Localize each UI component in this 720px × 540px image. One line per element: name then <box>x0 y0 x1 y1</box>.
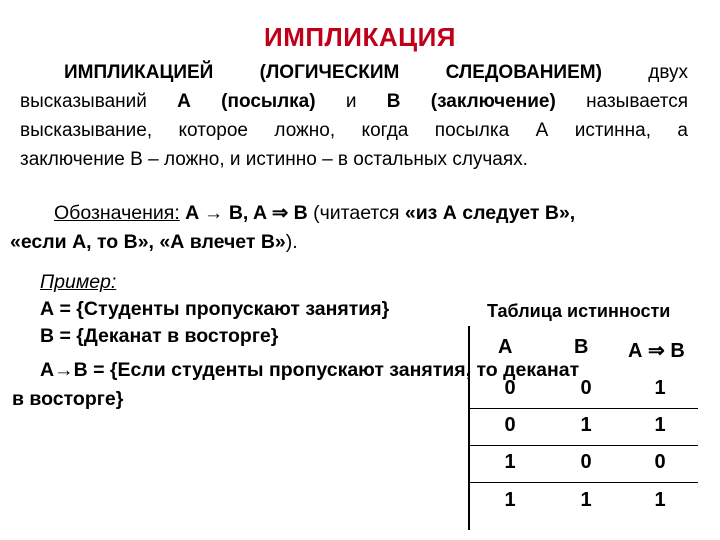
page-title: ИМПЛИКАЦИЯ <box>264 22 456 52</box>
notation-text: ). <box>285 231 298 253</box>
example-label <box>40 269 116 295</box>
table-row-divider <box>469 445 698 446</box>
table-cell: 0 <box>504 414 516 436</box>
example-implication: А→В = {Если студенты пропускают занятия, то деканат <box>40 359 580 381</box>
table-header-b: В <box>574 336 589 358</box>
notation-line-2 <box>10 228 298 257</box>
table-cell: 0 <box>654 451 666 473</box>
example-label-text: Пример: <box>40 271 117 293</box>
notation-expression: A → B, A ⇒ B <box>185 202 308 224</box>
definition-text: двух <box>648 62 689 83</box>
definition-text: высказываний <box>20 91 147 112</box>
example-b: В = {Деканат в восторге} <box>40 325 279 347</box>
definition-line-1 <box>20 58 688 87</box>
definition-term: А (посылка) <box>177 91 316 112</box>
table-header-implication: А ⇒ В <box>628 340 685 362</box>
example-implication-cont: в восторге} <box>12 388 124 410</box>
table-cell: 0 <box>580 451 592 473</box>
truth-table-title: Таблица истинности <box>487 301 671 321</box>
definition-line-3: высказывание, которое ложно, когда посылка А истинна, а <box>20 120 688 141</box>
table-header-a: А <box>498 336 513 358</box>
example-a: А = {Студенты пропускают занятия} <box>40 298 390 320</box>
definition-line-4: заключение В – ложно, и истинно – в остальных случаях. <box>20 149 528 170</box>
definition-line-2 <box>20 87 688 116</box>
definition-text: и <box>345 91 357 112</box>
table-cell: 1 <box>580 489 592 511</box>
table-cell: 0 <box>504 377 516 399</box>
definition-term: В (заключение) <box>386 91 556 112</box>
notation-label: Обозначения: <box>54 202 180 224</box>
notation-quote: «если А, то В», «А влечет В» <box>10 231 286 253</box>
notation-quote: «из А следует В», <box>404 202 576 224</box>
table-cell: 1 <box>504 489 516 511</box>
table-cell: 1 <box>504 451 516 473</box>
table-row-divider <box>469 408 698 409</box>
table-cell: 1 <box>654 414 666 436</box>
table-cell: 1 <box>580 414 592 436</box>
table-row-divider <box>469 482 698 483</box>
table-cell: 1 <box>654 377 666 399</box>
notation-line-1 <box>54 199 704 228</box>
table-cell: 0 <box>580 377 592 399</box>
table-cell: 1 <box>654 489 666 511</box>
definition-term: ИМПЛИКАЦИЕЙ (ЛОГИЧЕСКИМ СЛЕДОВАНИЕМ) <box>64 62 602 83</box>
definition-text: называется <box>586 91 688 112</box>
notation-text: (читается <box>313 202 400 224</box>
